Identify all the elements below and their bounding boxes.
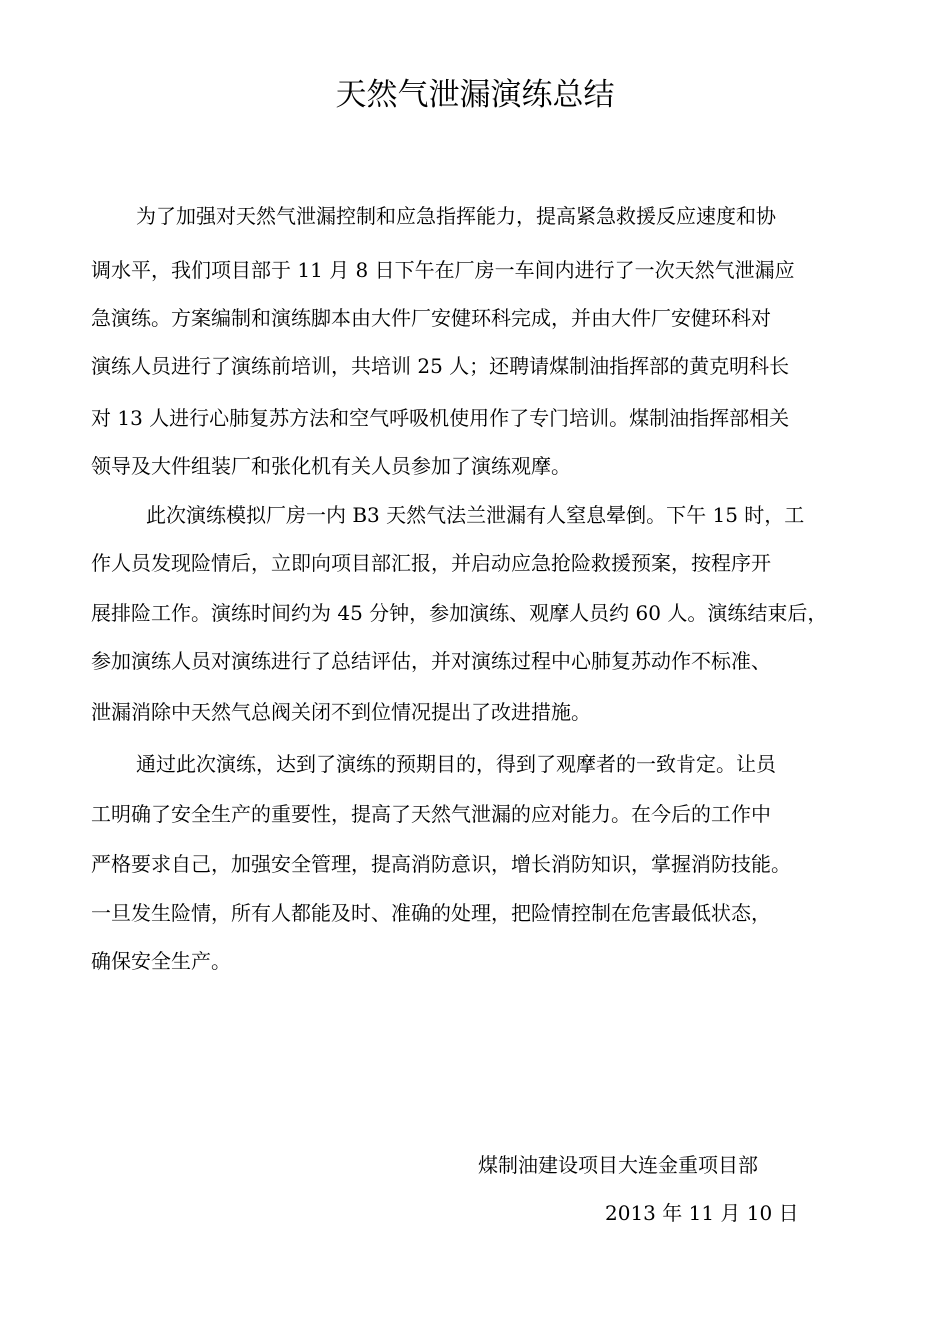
paragraph-line: 此次演练模拟厂房一内 B3 天然气法兰泄漏有人窒息晕倒。下午 15 时，工 (146, 503, 805, 527)
paragraph-line: 对 13 人进行心肺复苏方法和空气呼吸机使用作了专门培训。煤制油指挥部相关 (91, 406, 790, 430)
paragraph-line: 展排险工作。演练时间约为 45 分钟，参加演练、观摩人员约 60 人。演练结束后， (91, 601, 828, 625)
paragraph-line: 泄漏消除中天然气总阀关闭不到位情况提出了改进措施。 (91, 700, 591, 724)
paragraph-line: 通过此次演练，达到了演练的预期目的，得到了观摩者的一致肯定。让员 (136, 752, 776, 776)
paragraph-line: 领导及大件组装厂和张化机有关人员参加了演练观摩。 (91, 454, 571, 478)
paragraph-line: 作人员发现险情后，立即向项目部汇报，并启动应急抢险救援预案，按程序开 (91, 551, 771, 575)
paragraph-line: 为了加强对天然气泄漏控制和应急指挥能力，提高紧急救援反应速度和协 (136, 204, 776, 228)
paragraph-line: 参加演练人员对演练进行了总结评估，并对演练过程中心肺复苏动作不标准、 (91, 649, 771, 673)
document-title: 天然气泄漏演练总结 (335, 77, 615, 113)
signature-organization: 煤制油建设项目大连金重项目部 (478, 1153, 758, 1177)
paragraph-line: 严格要求自己，加强安全管理，提高消防意识，增长消防知识，掌握消防技能。 (91, 852, 791, 876)
paragraph-line: 演练人员进行了演练前培训，共培训 25 人；还聘请煤制油指挥部的黄克明科长 (91, 354, 790, 378)
paragraph-line: 确保安全生产。 (91, 949, 231, 973)
paragraph-line: 急演练。方案编制和演练脚本由大件厂安健环科完成，并由大件厂安健环科对 (91, 306, 771, 330)
paragraph-line: 工明确了安全生产的重要性，提高了天然气泄漏的应对能力。在今后的工作中 (91, 802, 771, 826)
paragraph-line: 调水平，我们项目部于 11 月 8 日下午在厂房一车间内进行了一次天然气泄漏应 (91, 258, 795, 282)
paragraph-line: 一旦发生险情，所有人都能及时、准确的处理，把险情控制在危害最低状态， (91, 901, 771, 925)
signature-date: 2013 年 11 月 10 日 (605, 1201, 799, 1225)
